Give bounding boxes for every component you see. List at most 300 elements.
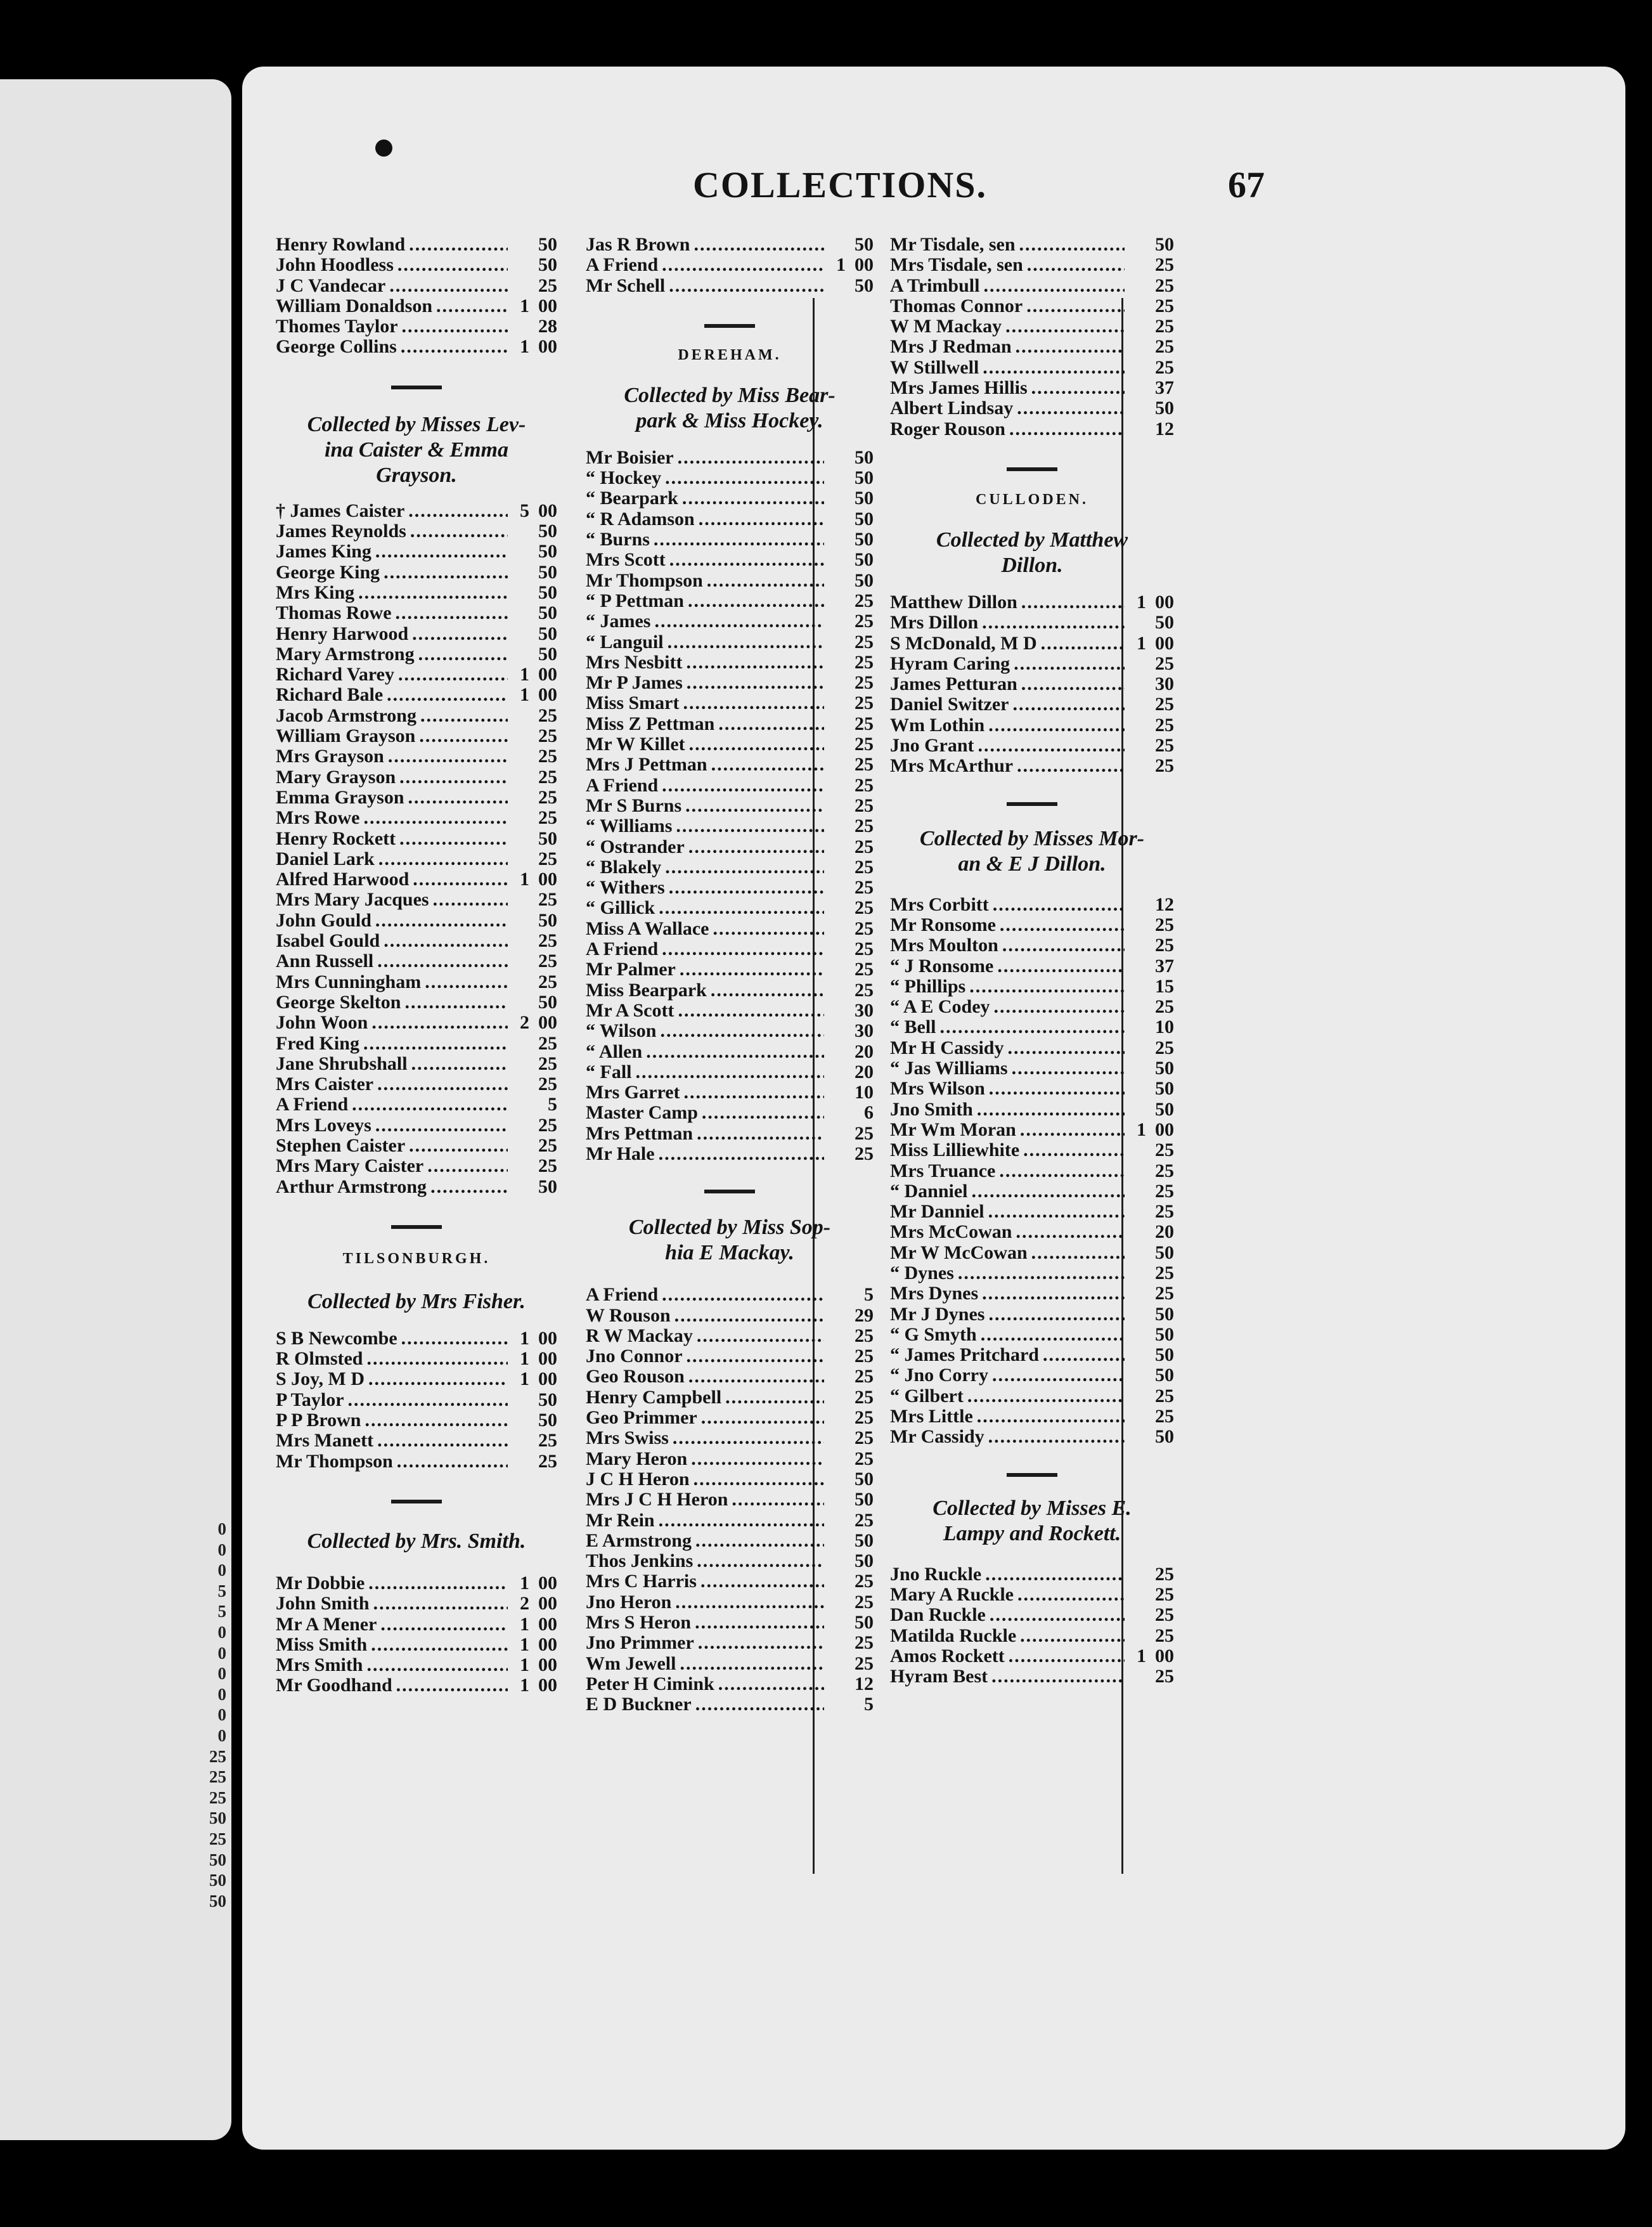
amount-cents: 50: [855, 1468, 874, 1490]
dot-leader: [1017, 756, 1125, 776]
entry-name: Mr A Mener: [276, 1613, 377, 1635]
dot-leader: [977, 1406, 1125, 1427]
entry-name: Mrs Scott: [586, 549, 666, 571]
list-entry: [276, 1136, 557, 1156]
section-heading: [586, 383, 874, 434]
entry-name: R Olmsted: [276, 1348, 363, 1370]
dot-leader: [988, 1304, 1125, 1325]
entry-name: A Friend: [586, 254, 659, 276]
dot-leader: [698, 1633, 824, 1653]
dot-leader: [659, 898, 824, 918]
list-entry: [276, 829, 557, 849]
amount-cents: 50: [1155, 1426, 1174, 1448]
list-entry: [890, 915, 1174, 935]
entry-name: Miss Z Pettman: [586, 713, 715, 734]
dot-leader: [368, 1573, 508, 1594]
list-entry: [586, 755, 874, 775]
amount-cents: 00: [538, 295, 557, 316]
entry-name: Mrs Moulton: [890, 935, 998, 956]
dot-leader: [688, 1367, 824, 1387]
dot-leader: [684, 1082, 824, 1103]
dot-leader: [363, 1034, 508, 1054]
entry-name: Miss Bearpark: [586, 979, 707, 1001]
list-entry: [586, 776, 874, 796]
dot-leader: [687, 1346, 824, 1367]
list-entry: [890, 1161, 1174, 1181]
list-entry: [276, 624, 557, 644]
entry-name: Peter H Cimink: [586, 1673, 714, 1694]
dot-leader: [1007, 1038, 1125, 1058]
dot-leader: [958, 1263, 1125, 1283]
amount-cents: 25: [855, 877, 874, 899]
list-entry: [586, 693, 874, 713]
entry-name: W Rouson: [586, 1304, 671, 1326]
entry-name: “ Danniel: [890, 1180, 968, 1202]
dot-leader: [688, 837, 824, 857]
column-3: [890, 235, 1174, 1687]
amount-dollars: 1: [520, 664, 529, 685]
entry-name: “ Phillips: [890, 975, 966, 997]
list-entry: [890, 895, 1174, 915]
dot-leader: [1043, 1345, 1125, 1365]
dot-leader: [680, 959, 824, 980]
list-entry: [586, 488, 874, 509]
entry-name: Geo Primmer: [586, 1407, 697, 1429]
dot-leader: [991, 1666, 1125, 1687]
list-entry: [276, 931, 557, 951]
entry-name: Mary Grayson: [276, 766, 396, 788]
list-entry: [276, 1074, 557, 1094]
entry-name: Mrs Dynes: [890, 1283, 979, 1304]
amount-cents: 25: [855, 897, 874, 919]
entry-name: A Friend: [586, 1284, 659, 1306]
dot-leader: [389, 276, 508, 296]
dot-leader: [1031, 1243, 1125, 1263]
amount-cents: 00: [538, 1613, 557, 1635]
amount-cents: 50: [855, 508, 874, 529]
amount-cents: 50: [538, 909, 557, 931]
amount-cents: 50: [1155, 234, 1174, 255]
dot-leader: [427, 1156, 508, 1176]
dot-leader: [1020, 1120, 1125, 1140]
entry-name: Mrs J Redman: [890, 336, 1012, 358]
dot-leader: [674, 1306, 824, 1326]
entry-name: Mr W Killet: [586, 734, 685, 755]
list-entry: [276, 316, 557, 337]
amount-cents: 50: [1155, 1303, 1174, 1325]
facing-page-figure: 0: [217, 1622, 226, 1642]
amount-cents: 15: [1155, 975, 1174, 997]
list-entry: [586, 1062, 874, 1082]
dot-leader: [399, 829, 508, 849]
amount-cents: 50: [538, 541, 557, 562]
entry-name: “ Bell: [890, 1016, 936, 1038]
amount-cents: 30: [855, 999, 874, 1021]
amount-cents: 50: [538, 234, 557, 255]
amount-cents: 25: [855, 1366, 874, 1387]
list-entry: [586, 653, 874, 673]
amount-cents: 00: [1155, 632, 1174, 654]
dot-leader: [420, 706, 508, 726]
entry-name: Mary Armstrong: [276, 643, 415, 665]
entry-name: Matthew Dillon: [890, 591, 1017, 613]
amount-dollars: 1: [520, 1654, 529, 1676]
dot-leader: [373, 1594, 508, 1614]
entry-name: Mrs Grayson: [276, 746, 384, 767]
amount-cents: 25: [855, 590, 874, 611]
entry-name: Roger Rouson: [890, 418, 1005, 439]
entry-name: Mr Dobbie: [276, 1572, 365, 1594]
amount-cents: 25: [855, 672, 874, 694]
dot-leader: [368, 1369, 508, 1389]
entry-name: Mrs McArthur: [890, 755, 1014, 777]
dot-leader: [388, 746, 508, 767]
facing-page-figure: 5: [217, 1602, 226, 1621]
list-entry: [890, 1202, 1174, 1222]
list-entry: [586, 816, 874, 836]
dot-leader: [686, 653, 824, 673]
dot-leader: [697, 1551, 824, 1571]
entry-name: Mary A Ruckle: [890, 1583, 1014, 1605]
entry-name: E D Buckner: [586, 1694, 692, 1715]
list-entry: [276, 337, 557, 357]
dot-leader: [688, 591, 824, 611]
dot-leader: [669, 878, 824, 898]
dot-leader: [695, 1694, 824, 1715]
amount-cents: 25: [855, 1591, 874, 1613]
dot-leader: [401, 337, 508, 357]
entry-name: William Donaldson: [276, 295, 433, 316]
entry-name: Miss Smart: [586, 692, 680, 714]
dot-leader: [409, 235, 508, 255]
entry-name: Mrs King: [276, 581, 355, 603]
list-entry: [586, 1694, 874, 1715]
list-entry: [586, 1510, 874, 1531]
amount-cents: 25: [1155, 996, 1174, 1018]
entry-name: Mr Goodhand: [276, 1675, 392, 1696]
dot-leader: [348, 1390, 508, 1410]
dot-leader: [654, 529, 824, 550]
dot-leader: [992, 1365, 1125, 1386]
amount-cents: 25: [1155, 1406, 1174, 1427]
amount-cents: 25: [1155, 653, 1174, 674]
amount-cents: 50: [538, 1389, 557, 1410]
dot-leader: [990, 1605, 1125, 1625]
amount-cents: 00: [1155, 1645, 1174, 1666]
amount-cents: 25: [855, 692, 874, 714]
amount-cents: 50: [855, 1529, 874, 1551]
amount-cents: 25: [855, 1325, 874, 1346]
list-entry: [586, 1042, 874, 1062]
list-entry: [890, 592, 1174, 613]
amount-cents: 25: [538, 1155, 557, 1177]
amount-cents: 25: [538, 704, 557, 726]
entry-name: Mr Thompson: [586, 569, 703, 591]
list-entry: [890, 1626, 1174, 1646]
entry-list: [890, 895, 1174, 1448]
entry-name: John Smith: [276, 1593, 370, 1614]
entry-name: Miss Lilliewhite: [890, 1139, 1020, 1161]
list-entry: [276, 726, 557, 746]
heading-line: Dillon.: [1001, 553, 1063, 577]
entry-name: “ P Pettman: [586, 590, 684, 611]
dot-leader: [700, 1571, 824, 1592]
dot-leader: [1016, 337, 1125, 357]
list-entry: [586, 1428, 874, 1448]
entry-name: John Woon: [276, 1012, 368, 1034]
dot-leader: [993, 895, 1125, 915]
dot-leader: [402, 316, 508, 337]
entry-name: Arthur Armstrong: [276, 1176, 427, 1197]
amount-cents: 37: [1155, 955, 1174, 977]
amount-cents: 50: [855, 488, 874, 509]
list-entry: [890, 1120, 1174, 1140]
dot-leader: [673, 1428, 824, 1448]
entry-name: Mrs J Pettman: [586, 754, 707, 776]
facing-page-figure: 0: [217, 1705, 226, 1725]
amount-cents: 25: [855, 1427, 874, 1449]
list-entry: [276, 685, 557, 705]
dot-leader: [411, 1054, 508, 1074]
dot-leader: [994, 997, 1125, 1017]
amount-cents: 25: [855, 611, 874, 632]
entry-name: Thomas Rowe: [276, 602, 392, 624]
facing-page-figure: 50: [209, 1871, 226, 1890]
heading-line: Collected by Mrs Fisher.: [307, 1289, 526, 1313]
facing-page-figure: 0: [217, 1519, 226, 1538]
facing-page-figure: 25: [209, 1746, 226, 1766]
list-entry: [586, 857, 874, 878]
list-entry: [586, 1124, 874, 1144]
dot-leader: [940, 1017, 1125, 1037]
facing-page-figure: 0: [217, 1664, 226, 1684]
facing-page-figure: 0: [217, 1540, 226, 1559]
amount-cents: 25: [855, 938, 874, 960]
list-entry: [276, 911, 557, 931]
list-entry: [890, 935, 1174, 956]
dot-leader: [983, 358, 1125, 378]
column-1: [276, 235, 557, 1696]
amount-cents: 50: [1155, 1344, 1174, 1366]
dot-leader: [977, 1100, 1125, 1120]
entry-name: W M Mackay: [890, 316, 1002, 337]
entry-name: “ J Ronsome: [890, 955, 994, 977]
entry-name: Mrs Rowe: [276, 807, 360, 829]
amount-cents: 25: [1155, 1262, 1174, 1283]
dot-leader: [687, 673, 824, 693]
facing-page-figure: 50: [209, 1850, 226, 1869]
list-entry: [890, 1564, 1174, 1585]
amount-cents: 50: [1155, 1078, 1174, 1100]
list-entry: [890, 276, 1174, 296]
dot-leader: [707, 571, 824, 591]
list-entry: [890, 997, 1174, 1017]
list-entry: [586, 509, 874, 529]
facing-page-figure: 25: [209, 1788, 226, 1807]
list-entry: [276, 1594, 557, 1614]
facing-page-figure: 0: [217, 1725, 226, 1745]
list-entry: [586, 571, 874, 591]
list-entry: [276, 1655, 557, 1675]
entry-name: Daniel Switzer: [890, 694, 1009, 715]
list-entry: [276, 849, 557, 869]
amount-cents: 25: [538, 1450, 557, 1472]
list-entry: [890, 378, 1174, 398]
list-entry: [586, 529, 874, 550]
entry-name: Miss A Wallace: [586, 918, 709, 939]
list-entry: [586, 1326, 874, 1346]
list-entry: [276, 1094, 557, 1115]
dot-leader: [375, 911, 508, 931]
dot-leader: [375, 542, 508, 562]
list-entry: [276, 788, 557, 808]
list-entry: [586, 1469, 874, 1490]
entry-name: Mrs Mary Caister: [276, 1155, 424, 1177]
entry-name: Matilda Ruckle: [890, 1625, 1017, 1646]
entry-name: E Armstrong: [586, 1529, 692, 1551]
dot-leader: [430, 1177, 508, 1197]
dot-leader: [676, 816, 824, 836]
entry-list: [890, 592, 1174, 777]
list-entry: [586, 980, 874, 1001]
dot-leader: [425, 972, 508, 992]
amount-cents: 50: [1155, 612, 1174, 633]
entry-name: James Petturan: [890, 673, 1017, 695]
list-entry: [276, 992, 557, 1013]
entry-name: Jane Shrubshall: [276, 1053, 408, 1074]
dot-leader: [988, 715, 1125, 736]
facing-page-figure: 0: [217, 1561, 226, 1580]
entry-name: Albert Lindsay: [890, 398, 1014, 419]
amount-cents: 25: [1155, 1625, 1174, 1646]
entry-list: [586, 448, 874, 1164]
amount-cents: 25: [855, 1448, 874, 1469]
amount-dollars: 1: [520, 684, 529, 706]
dot-leader: [1009, 1646, 1125, 1666]
list-entry: [890, 1605, 1174, 1625]
dot-leader: [1026, 296, 1125, 316]
list-entry: [890, 1345, 1174, 1365]
entry-name: “ Gillick: [586, 897, 655, 919]
list-entry: [276, 665, 557, 685]
list-entry: [586, 235, 874, 255]
amount-cents: 25: [1155, 275, 1174, 296]
entry-name: John Gould: [276, 909, 371, 931]
dot-leader: [665, 468, 824, 488]
amount-cents: 25: [1155, 1563, 1174, 1585]
amount-cents: 50: [855, 529, 874, 550]
list-entry: [890, 956, 1174, 977]
dot-leader: [988, 1427, 1125, 1447]
entry-name: Mr Hale: [586, 1143, 655, 1164]
dot-leader: [401, 1328, 508, 1349]
entry-name: A Friend: [586, 774, 659, 796]
entry-list: [586, 235, 874, 296]
list-entry: [586, 1449, 874, 1469]
list-entry: [276, 255, 557, 275]
dot-leader: [419, 726, 508, 746]
list-entry: [276, 951, 557, 971]
amount-dollars: 1: [520, 1675, 529, 1696]
entry-name: Mr Ronsome: [890, 914, 996, 935]
list-entry: [276, 1034, 557, 1054]
dot-leader: [1005, 316, 1125, 337]
dot-leader: [718, 1674, 824, 1694]
amount-cents: 10: [1155, 1016, 1174, 1038]
amount-cents: 25: [1155, 1180, 1174, 1202]
dot-leader: [978, 736, 1125, 756]
amount-cents: 25: [1155, 1283, 1174, 1304]
entry-name: J C Vandecar: [276, 275, 386, 296]
dot-leader: [1014, 654, 1125, 674]
amount-cents: 00: [538, 336, 557, 358]
entry-name: Jno Ruckle: [890, 1563, 982, 1585]
list-entry: [890, 358, 1174, 378]
dot-leader: [972, 1181, 1125, 1202]
section-heading: [276, 412, 557, 488]
list-entry: [276, 1349, 557, 1369]
list-entry: [586, 1285, 874, 1305]
amount-cents: 50: [855, 1550, 874, 1572]
amount-cents: 25: [538, 1032, 557, 1054]
amount-cents: 25: [538, 1074, 557, 1095]
facing-page-figure: 50: [209, 1808, 226, 1828]
entry-name: Mr Thompson: [276, 1450, 393, 1472]
amount-cents: 25: [1155, 1666, 1174, 1687]
list-entry: [586, 1490, 874, 1510]
amount-cents: 50: [538, 521, 557, 542]
amount-cents: 00: [538, 664, 557, 685]
dot-leader: [1021, 592, 1125, 613]
list-entry: [276, 869, 557, 890]
dot-leader: [718, 714, 824, 734]
entry-name: Mrs Tisdale, sen: [890, 254, 1023, 276]
amount-cents: 25: [855, 631, 874, 653]
amount-cents: 00: [1155, 1119, 1174, 1140]
entry-name: J C H Heron: [586, 1468, 690, 1490]
amount-dollars: 1: [1137, 1645, 1146, 1666]
list-entry: [586, 1531, 874, 1551]
list-entry: [890, 1585, 1174, 1605]
list-entry: [586, 673, 874, 693]
entry-name: “ Allen: [586, 1041, 643, 1062]
dot-leader: [1021, 674, 1125, 694]
entry-name: “ Jno Corry: [890, 1365, 988, 1386]
entry-name: Mr Schell: [586, 275, 666, 296]
amount-cents: 50: [1155, 1323, 1174, 1345]
list-entry: [586, 796, 874, 816]
list-entry: [890, 633, 1174, 654]
list-entry: [276, 583, 557, 603]
amount-cents: 25: [538, 848, 557, 869]
dot-leader: [371, 1635, 508, 1655]
dot-leader: [662, 255, 824, 275]
amount-cents: 5: [864, 1694, 874, 1715]
amount-cents: 25: [538, 1053, 557, 1074]
facing-page-figure: 0: [217, 1643, 226, 1663]
dot-leader: [358, 583, 508, 603]
dot-leader: [685, 796, 824, 816]
amount-dollars: 1: [520, 1348, 529, 1370]
amount-cents: 50: [538, 643, 557, 665]
entry-name: Isabel Gould: [276, 930, 380, 952]
amount-cents: 30: [1155, 673, 1174, 695]
dot-leader: [397, 1451, 508, 1472]
entry-name: Mrs C Harris: [586, 1571, 697, 1592]
entry-name: Mr Tisdale, sen: [890, 234, 1016, 255]
heading-line: park & Miss Hockey.: [636, 408, 823, 432]
list-entry: [586, 1367, 874, 1387]
